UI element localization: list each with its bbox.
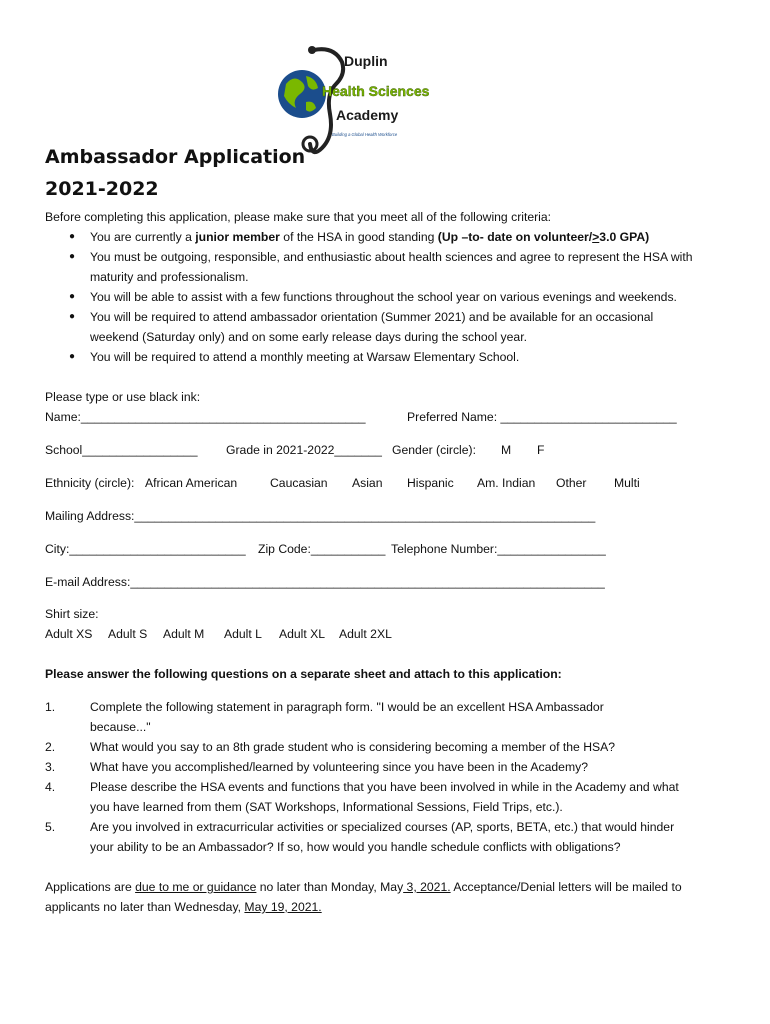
questions-heading: Please answer the following questions on a separate sheet and attach to this application: (45, 667, 562, 681)
page-title: Ambassador Application (45, 146, 306, 168)
criteria-1-text: You are currently a (90, 230, 196, 244)
shirt-size-label: Shirt size: (45, 607, 99, 621)
school-field[interactable]: School_________________ (45, 443, 198, 457)
deadline-text-mid: no later than Monday, May (256, 880, 404, 894)
question-text-cont: because..." (90, 720, 151, 734)
question-text-cont: you have learned from them (SAT Workshops, Informational Sessions, Field Trips, etc.). (90, 800, 563, 814)
question-text: Please describe the HSA events and functions that you have been involved in while in the Academy and what (90, 780, 679, 794)
criteria-1-req: (Up –to- date on volunteer/ (437, 230, 593, 244)
shirt-size-option[interactable]: Adult XS (45, 627, 93, 641)
notification-text: applicants no later than Wednesday, (45, 900, 245, 914)
ethnicity-option[interactable]: Other (556, 476, 587, 490)
criteria-3-text: You will be able to assist with a few functions throughout the school year on various evenings and weekends. (90, 290, 677, 304)
criteria-5-text: You will be required to attend a monthly meeting at Warsaw Elementary School. (90, 350, 520, 364)
question-number: 2. (45, 740, 56, 754)
deadline-recipient: due to me or guidance (135, 880, 257, 894)
question-number: 1. (45, 700, 56, 714)
criteria-4-line-1: You will be required to attend ambassador orientation (Summer 2021) and be available for an occasional (90, 310, 654, 324)
ethnicity-option[interactable]: Multi (614, 476, 640, 490)
city-field[interactable]: City:__________________________ (45, 542, 246, 556)
criteria-1-bold: junior member (195, 230, 280, 244)
deadline-date: 3, 2021. (403, 880, 451, 894)
deadline-note-line-1 (45, 877, 682, 897)
shirt-size-option[interactable]: Adult XL (279, 627, 326, 641)
ethnicity-option[interactable]: Am. Indian (477, 476, 536, 490)
question-text: Complete the following statement in paragraph form. "I would be an excellent HSA Ambassador (90, 700, 604, 714)
logo-tagline: Building a Global Health Workforce (332, 132, 398, 137)
criteria-intro: Before completing this application, please make sure that you meet all of the following criteria: (45, 210, 552, 224)
ink-note: Please type or use black ink: (45, 390, 201, 404)
shirt-size-option[interactable]: Adult 2XL (339, 627, 392, 641)
ethnicity-option[interactable]: Hispanic (407, 476, 454, 490)
gender-option-m[interactable]: M (501, 443, 512, 457)
email-field[interactable]: E-mail Address:______________________________________________________________________ (45, 575, 605, 589)
criteria-4-line-2: weekend (Saturday only) and on some early release days during the school year. (90, 330, 527, 344)
preferred-name-field[interactable]: Preferred Name: __________________________ (407, 410, 677, 424)
telephone-field[interactable]: Telephone Number:________________ (391, 542, 606, 556)
question-text: What have you accomplished/learned by volunteering since you have been in the Academy? (90, 760, 588, 774)
ethnicity-label: Ethnicity (circle): (45, 476, 135, 490)
shirt-size-option[interactable]: Adult L (224, 627, 262, 641)
ethnicity-option[interactable]: Asian (352, 476, 383, 490)
gender-option-f[interactable]: F (537, 443, 545, 457)
criteria-2-line-2: maturity and professionalism. (90, 270, 249, 284)
criteria-1-ge: > (592, 230, 600, 244)
ethnicity-option[interactable]: Caucasian (270, 476, 328, 490)
deadline-text: Applications are (45, 880, 136, 894)
question-number: 3. (45, 760, 56, 774)
criteria-1-mid: of the HSA in good standing (279, 230, 438, 244)
shirt-size-option[interactable]: Adult S (108, 627, 148, 641)
notification-date: May 19, 2021. (244, 900, 322, 914)
zip-code-field[interactable]: Zip Code:___________ (258, 542, 386, 556)
question-number: 5. (45, 820, 56, 834)
question-text: What would you say to an 8th grade student who is considering becoming a member of the HSA? (90, 740, 616, 754)
question-number: 4. (45, 780, 56, 794)
question-text-cont: your ability to be an Ambassador? If so, how would you handle schedule conflicts with obligations? (90, 840, 621, 854)
page-year: 2021-2022 (45, 178, 159, 200)
gender-label: Gender (circle): (392, 443, 476, 457)
criteria-2-line-1: You must be outgoing, responsible, and enthusiastic about health sciences and agree to represent the HSA with (90, 250, 693, 264)
criteria-1-gpa: 3.0 GPA) (599, 230, 650, 244)
ethnicity-option[interactable]: African American (145, 476, 238, 490)
name-field[interactable]: Name:__________________________________________ (45, 410, 366, 424)
logo-line-3: Academy (336, 107, 399, 123)
deadline-text-post: Acceptance/Denial letters will be mailed to (450, 880, 682, 894)
grade-field[interactable]: Grade in 2021-2022_______ (226, 443, 382, 457)
shirt-size-option[interactable]: Adult M (163, 627, 205, 641)
deadline-note-line-2 (45, 897, 322, 917)
logo-line-2: Health Sciences (322, 83, 430, 99)
question-text: Are you involved in extracurricular activities or specialized courses (AP, sports, BETA, etc.) that would hinder (90, 820, 675, 834)
mailing-address-field[interactable]: Mailing Address:____________________________________________________________________ (45, 509, 596, 523)
logo-line-1: Duplin (344, 53, 388, 69)
